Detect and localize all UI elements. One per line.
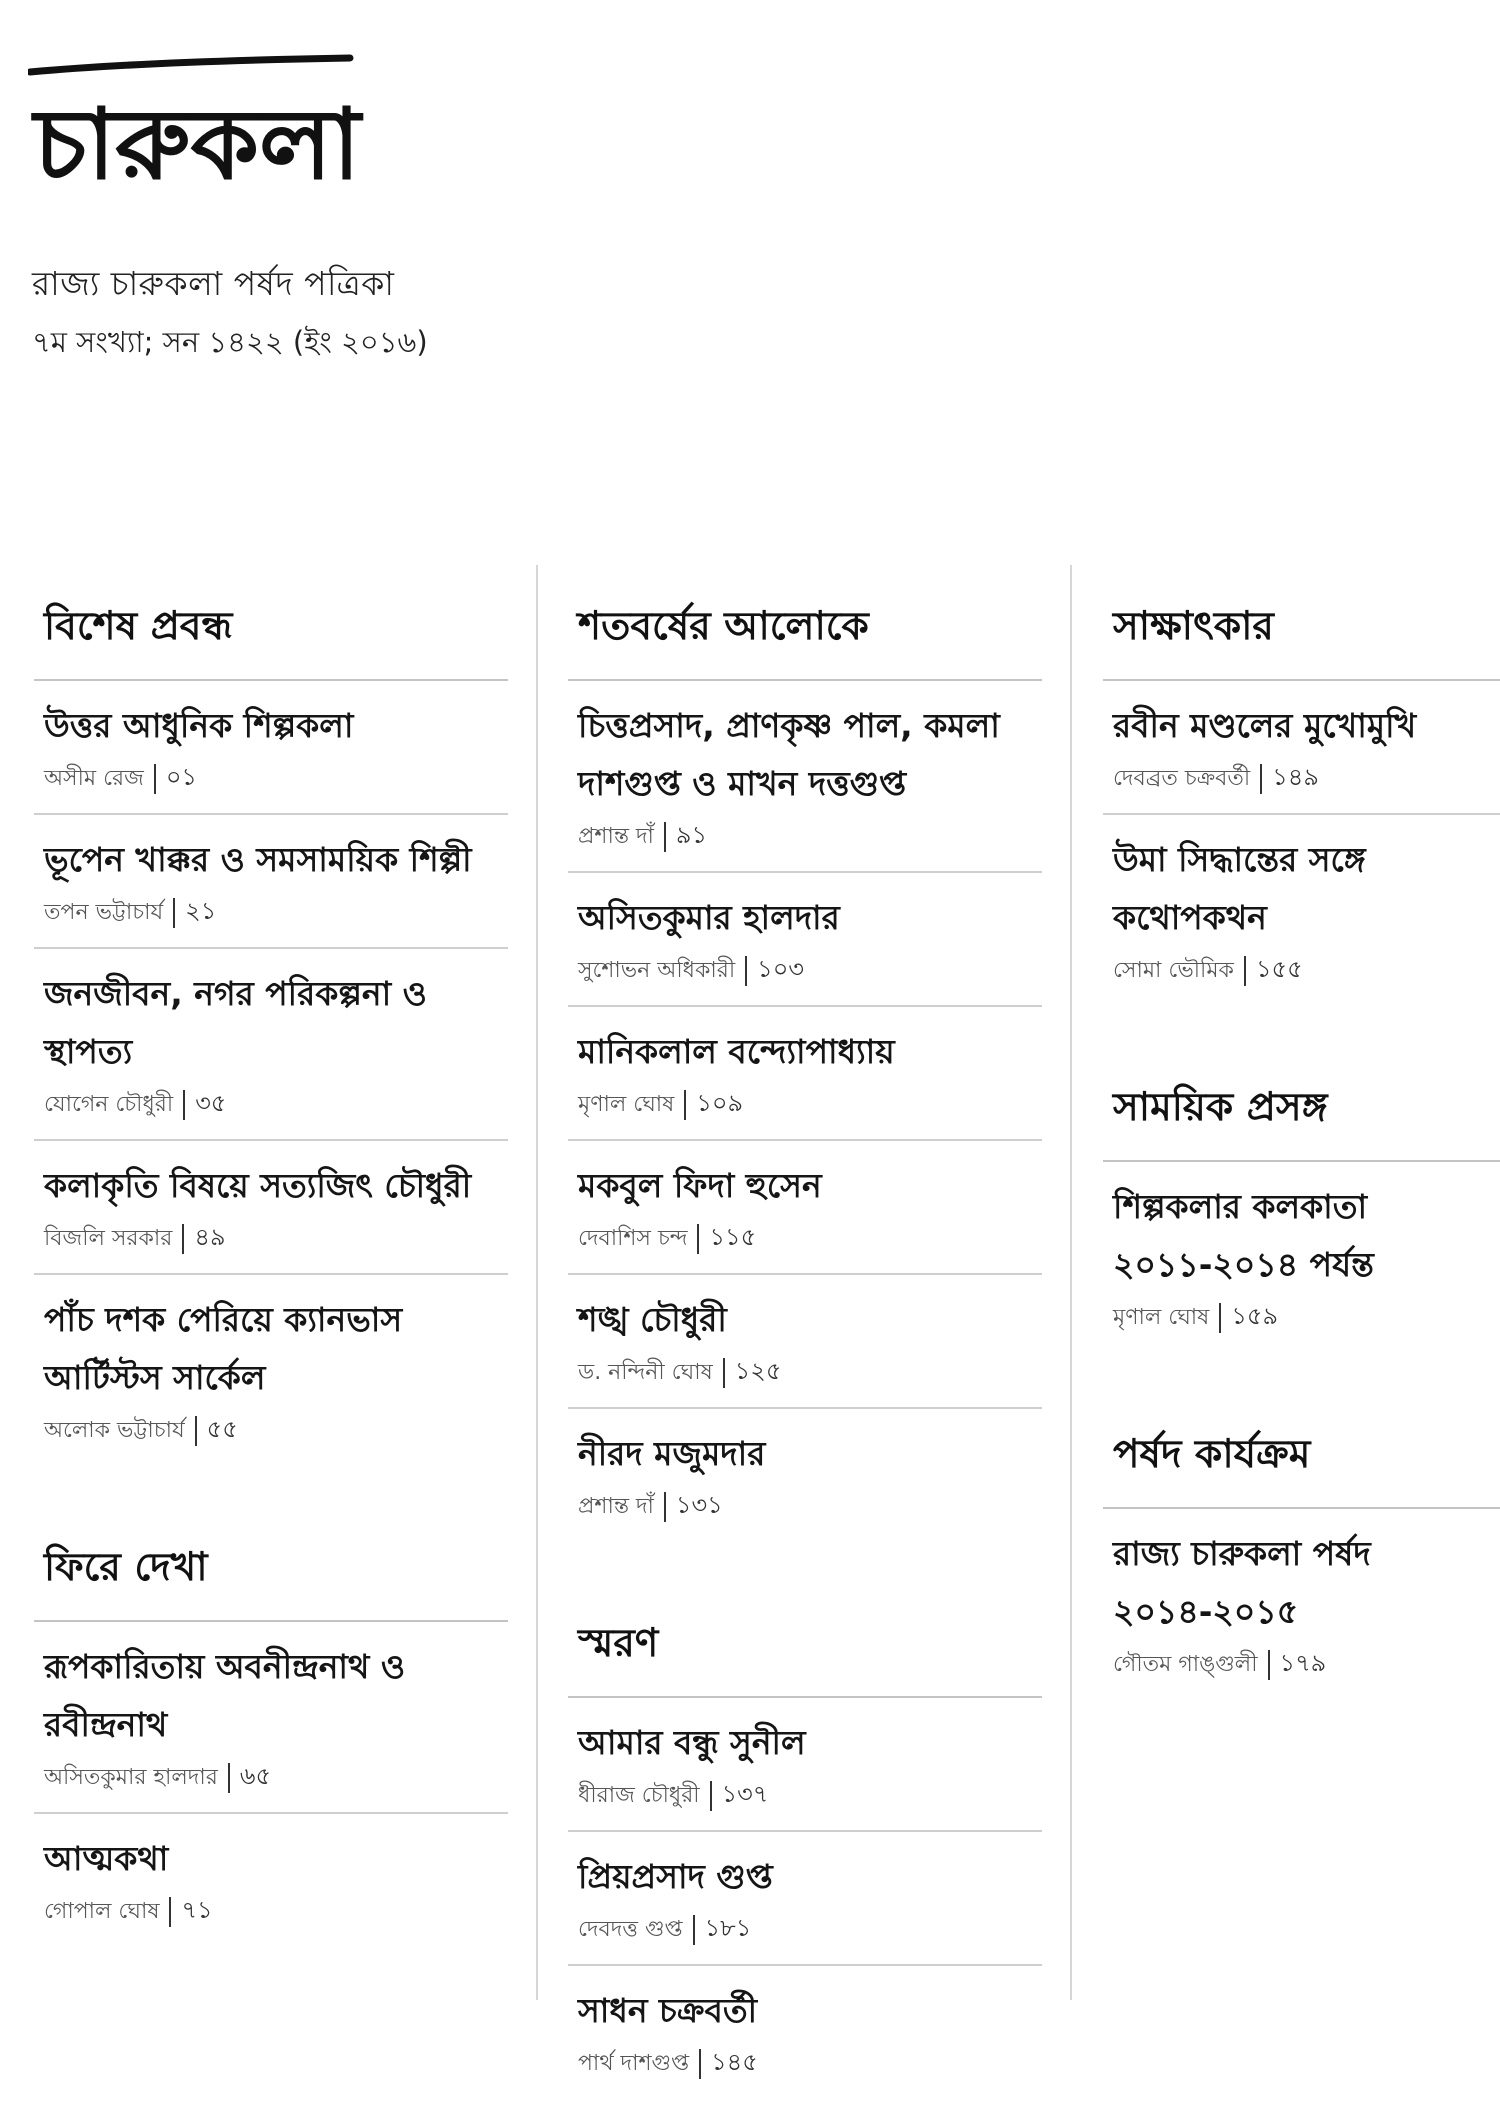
entry-meta — [1113, 1300, 1500, 1334]
separator-bar — [710, 1781, 712, 1811]
entry-author: প্রশান্ত দাঁ — [578, 1494, 654, 1519]
toc-entry[interactable] — [34, 681, 508, 815]
entry-author: প্রশান্ত দাঁ — [578, 824, 654, 849]
entry-meta — [578, 819, 1042, 853]
toc-entry[interactable] — [568, 1832, 1042, 1966]
separator-bar — [693, 1915, 695, 1945]
separator-bar — [745, 956, 747, 986]
entry-author: গৌতম গাঙ্গুলী — [1113, 1652, 1258, 1677]
entry-page: ১০৯ — [696, 1089, 744, 1117]
column-divider — [1070, 565, 1072, 2000]
section-heading: শতবর্ষের আলোকে — [568, 590, 1042, 681]
section-heading: বিশেষ প্রবন্ধ — [34, 590, 508, 681]
entry-title: রূপকারিতায় অবনীন্দ্রনাথ ও রবীন্দ্রনাথ — [44, 1647, 406, 1744]
entry-page: ০১ — [165, 763, 197, 791]
separator-bar — [1268, 1650, 1270, 1680]
section-heading: স্মরণ — [568, 1607, 1042, 1698]
separator-bar — [1260, 764, 1262, 794]
separator-bar — [173, 898, 175, 928]
entry-author: দেবব্রত চক্রবর্তী — [1113, 766, 1251, 791]
entry-meta — [44, 1087, 508, 1121]
toc-section — [1103, 590, 1500, 1005]
entry-page: ৩৫ — [195, 1089, 227, 1117]
logo-calligraphy — [28, 50, 368, 210]
entry-meta — [44, 1221, 508, 1255]
issue-line: ৭ম সংখ্যা; সন ১৪২২ (ইং ২০১৬) — [32, 325, 428, 359]
entry-title: ভূপেন খাক্কর ও সমসাময়িক শিল্পী — [44, 840, 472, 879]
toc-entry[interactable] — [1103, 681, 1500, 815]
entry-author: দেবদত্ত গুপ্ত — [578, 1917, 683, 1942]
toc-entry[interactable] — [568, 1141, 1042, 1275]
entry-author: গোপাল ঘোষ — [44, 1899, 160, 1924]
entry-author: পার্থ দাশগুপ্ত — [578, 2051, 690, 2076]
entry-page: ১২৫ — [734, 1357, 782, 1385]
entry-title: কলাকৃতি বিষয়ে সত্যজিৎ চৌধুরী — [44, 1166, 472, 1205]
separator-bar — [699, 2049, 701, 2079]
entry-meta — [1113, 761, 1500, 795]
entry-page: ৬৫ — [239, 1762, 272, 1790]
toc-section — [34, 590, 508, 1465]
toc-section — [34, 1531, 508, 1946]
entry-author: ধীরাজ চৌধুরী — [578, 1783, 700, 1808]
toc-column-3 — [1103, 590, 1500, 1727]
entry-page: ১৩৭ — [721, 1780, 769, 1808]
column-divider — [536, 565, 538, 2000]
toc-entry[interactable] — [568, 1007, 1042, 1141]
entry-page: ১৩১ — [675, 1491, 723, 1519]
entry-meta — [578, 1355, 1042, 1389]
toc-column-1 — [34, 590, 508, 1974]
entry-meta — [578, 1489, 1042, 1523]
toc-section — [1103, 1071, 1500, 1352]
entry-author: ড. নন্দিনী ঘোষ — [578, 1360, 713, 1385]
entry-meta — [578, 1912, 1042, 1946]
entry-page: ১০৩ — [757, 955, 804, 983]
separator-bar — [169, 1897, 171, 1927]
entry-page: ৫৫ — [206, 1415, 238, 1443]
entry-page: ৯১ — [675, 821, 708, 849]
toc-entry[interactable] — [34, 949, 508, 1141]
entry-title: শঙ্খ চৌধুরী — [578, 1300, 727, 1339]
separator-bar — [1219, 1303, 1221, 1333]
separator-bar — [154, 764, 156, 794]
entry-author: মৃণাল ঘোষ — [578, 1092, 675, 1117]
entry-title: সাধন চক্রবর্তী — [578, 1991, 758, 2030]
entry-page: ১৫৯ — [1231, 1302, 1279, 1330]
entry-title: উমা সিদ্ধান্তের সঙ্গে কথোপকথন — [1113, 840, 1366, 937]
entry-author: অলোক ভট্টাচার্য — [44, 1418, 185, 1443]
entry-author: দেবাশিস চন্দ — [578, 1226, 688, 1251]
toc-entry[interactable] — [34, 1622, 508, 1814]
entry-author: তপন ভট্টাচার্য — [44, 900, 164, 925]
entry-meta — [578, 1087, 1042, 1121]
section-heading: সাময়িক প্রসঙ্গ — [1103, 1071, 1500, 1162]
separator-bar — [723, 1358, 725, 1388]
entry-author: মৃণাল ঘোষ — [1113, 1305, 1210, 1330]
entry-title: অসিতকুমার হালদার — [578, 898, 840, 937]
entry-page: ১৮১ — [704, 1914, 752, 1942]
toc-entry[interactable] — [1103, 815, 1500, 1005]
entry-meta — [578, 2046, 1042, 2080]
entry-title: নীরদ মজুমদার — [578, 1434, 766, 1473]
entry-title: আত্মকথা — [44, 1839, 169, 1878]
entry-title: আমার বন্ধু সুনীল — [578, 1723, 806, 1762]
entry-title: শিল্পকলার কলকাতা ২০১১-২০১৪ পর্যন্ত — [1113, 1187, 1374, 1284]
toc-entry[interactable] — [34, 1814, 508, 1946]
masthead-logo — [28, 50, 368, 210]
entry-page: ১৪৯ — [1272, 763, 1319, 791]
entry-title: উত্তর আধুনিক শিল্পকলা — [44, 706, 354, 745]
entry-page: ৪৯ — [194, 1223, 226, 1251]
separator-bar — [195, 1416, 197, 1446]
toc-entry[interactable] — [1103, 1162, 1500, 1352]
toc-entry[interactable] — [34, 815, 508, 949]
entry-title: জনজীবন, নগর পরিকল্পনা ও স্থাপত্য — [44, 974, 427, 1071]
separator-bar — [697, 1224, 699, 1254]
toc-entry[interactable] — [568, 1698, 1042, 1832]
entry-author: বিজলি সরকার — [44, 1226, 173, 1251]
toc-entry[interactable] — [568, 1409, 1042, 1541]
entry-page: ১১৫ — [709, 1223, 757, 1251]
entry-meta — [44, 895, 508, 929]
separator-bar — [684, 1090, 686, 1120]
toc-section — [1103, 1418, 1500, 1699]
entry-meta — [44, 1413, 508, 1447]
logo-text: চারুকলা — [34, 87, 361, 202]
separator-bar — [664, 822, 666, 852]
section-heading: ফিরে দেখা — [34, 1531, 508, 1622]
section-heading: সাক্ষাৎকার — [1103, 590, 1500, 681]
entry-page: ১৫৫ — [1255, 955, 1303, 983]
entry-meta — [578, 1778, 1042, 1812]
entry-meta — [1113, 953, 1500, 987]
toc-entry[interactable] — [568, 1966, 1042, 2098]
entry-meta — [44, 1760, 508, 1794]
entry-meta — [578, 1221, 1042, 1255]
entry-page: ১৭৯ — [1279, 1649, 1327, 1677]
toc-entry[interactable] — [34, 1275, 508, 1465]
entry-title: মকবুল ফিদা হুসেন — [578, 1166, 822, 1205]
section-heading: পর্ষদ কার্যক্রম — [1103, 1418, 1500, 1509]
entry-title: চিত্তপ্রসাদ, প্রাণকৃষ্ণ পাল, কমলা দাশগুপ্ত ও মাখন দত্তগুপ্ত — [578, 706, 1000, 803]
separator-bar — [228, 1763, 230, 1793]
entry-author: অসিতকুমার হালদার — [44, 1765, 218, 1790]
entry-title: রাজ্য চারুকলা পর্ষদ ২০১৪-২০১৫ — [1113, 1534, 1371, 1631]
entry-title: মানিকলাল বন্দ্যোপাধ্যায় — [578, 1032, 895, 1071]
entry-author: যোগেন চৌধুরী — [44, 1092, 174, 1117]
separator-bar — [183, 1090, 185, 1120]
entry-author: সোমা ভৌমিক — [1113, 958, 1234, 983]
toc-entry[interactable] — [568, 873, 1042, 1007]
entry-meta — [44, 761, 508, 795]
entry-page: ১৪৫ — [711, 2048, 758, 2076]
entry-title: পাঁচ দশক পেরিয়ে ক্যানভাস আর্টিস্টস সার্কেল — [44, 1300, 403, 1397]
entry-author: অসীম রেজ — [44, 766, 144, 791]
toc-entry[interactable] — [568, 1275, 1042, 1409]
separator-bar — [1244, 956, 1246, 986]
entry-meta — [1113, 1647, 1500, 1681]
publication-subtitle: রাজ্য চারুকলা পর্ষদ পত্রিকা — [32, 264, 395, 303]
toc-section — [568, 1607, 1042, 2098]
entry-meta — [578, 953, 1042, 987]
toc-entry[interactable] — [34, 1141, 508, 1275]
entry-page: ২১ — [185, 897, 217, 925]
toc-column-2 — [568, 590, 1042, 2126]
toc-section — [568, 590, 1042, 1541]
separator-bar — [664, 1492, 666, 1522]
toc-entry[interactable] — [1103, 1509, 1500, 1699]
entry-meta — [44, 1894, 508, 1928]
entry-title: রবীন মণ্ডলের মুখোমুখি — [1113, 706, 1417, 745]
entry-author: সুশোভন অধিকারী — [578, 958, 736, 983]
entry-title: প্রিয়প্রসাদ গুপ্ত — [578, 1857, 773, 1896]
toc-entry[interactable] — [568, 681, 1042, 873]
entry-page: ৭১ — [181, 1896, 213, 1924]
separator-bar — [182, 1224, 184, 1254]
